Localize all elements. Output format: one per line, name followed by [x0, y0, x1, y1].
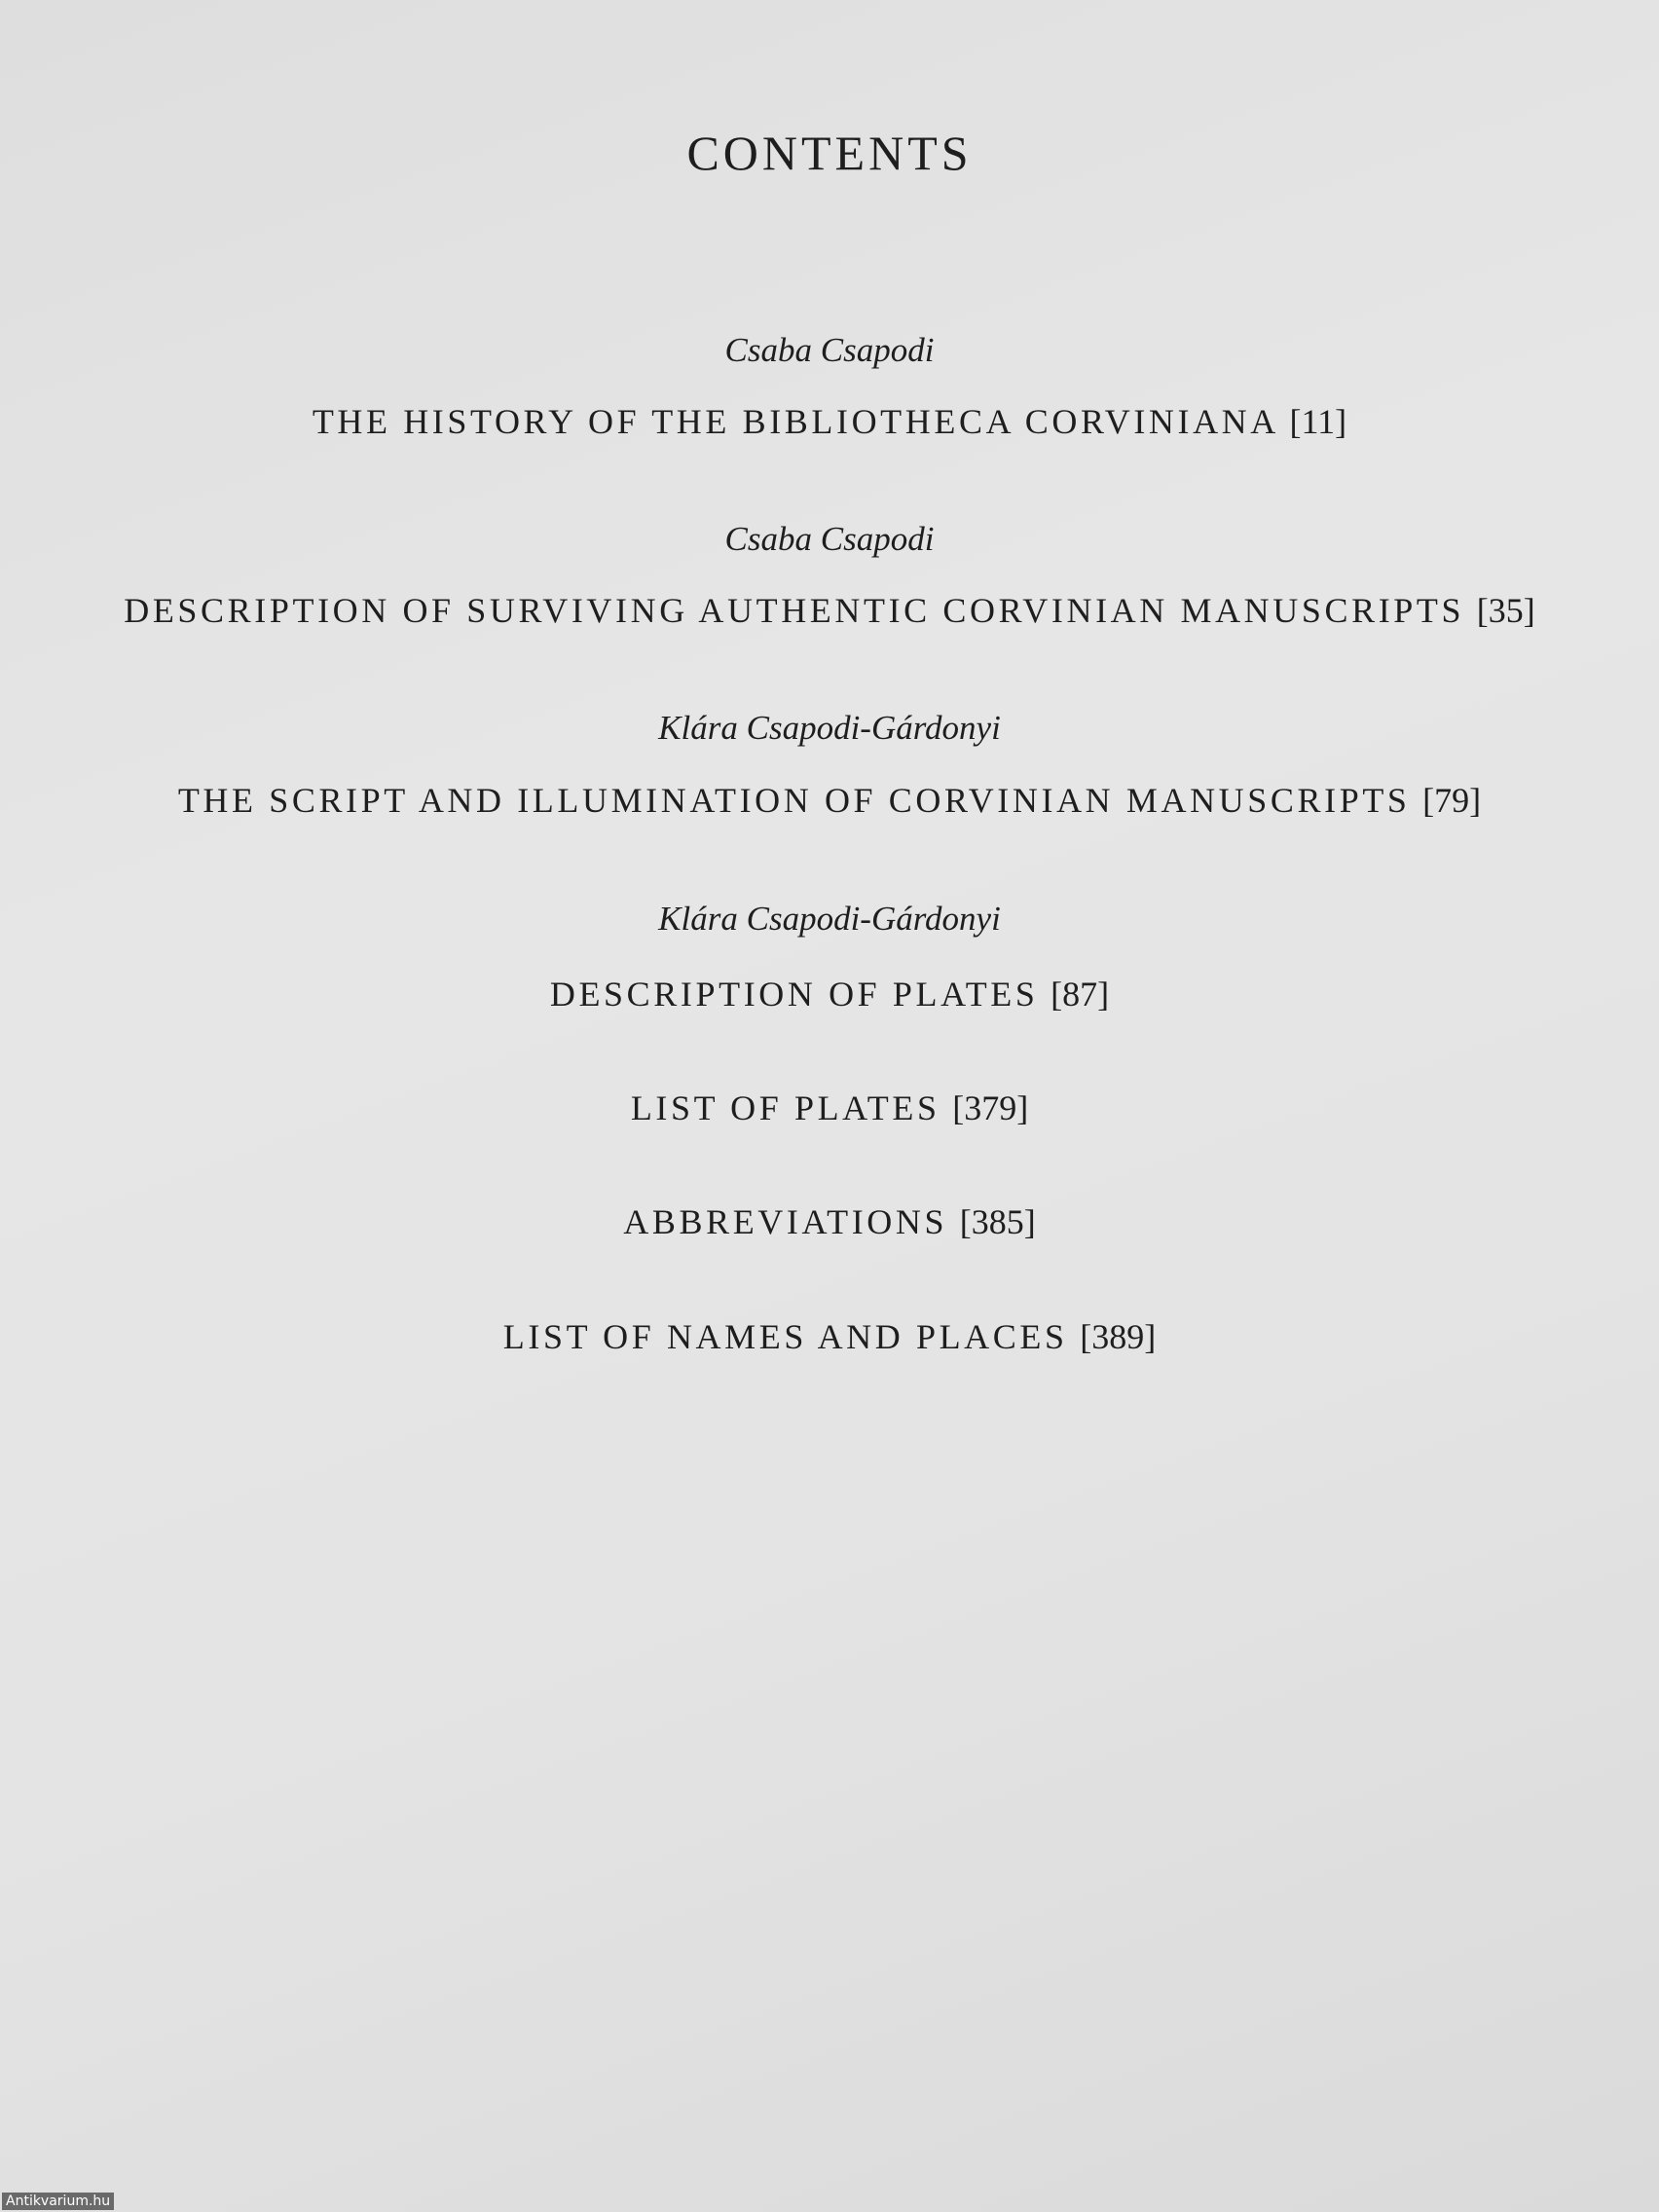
entry-author: Klára Csapodi-Gárdonyi — [658, 900, 1001, 938]
entry-author: Csaba Csapodi — [724, 520, 935, 558]
toc-entry-page: [389] — [1080, 1317, 1157, 1356]
entry-author: Csaba Csapodi — [724, 331, 935, 369]
toc-entry[interactable] — [0, 1316, 1659, 1357]
toc-entry-title: THE SCRIPT AND ILLUMINATION OF CORVINIAN MANUSCRIPTS — [177, 781, 1411, 820]
toc-entry[interactable] — [0, 1201, 1659, 1242]
toc-entry[interactable] — [0, 780, 1659, 821]
toc-entry-page: [385] — [959, 1202, 1036, 1241]
toc-entry-title: LIST OF PLATES — [630, 1088, 940, 1127]
toc-entry-title: DESCRIPTION OF PLATES — [549, 975, 1039, 1014]
watermark: Antikvarium.hu — [2, 2193, 114, 2210]
toc-entry[interactable] — [0, 401, 1659, 442]
toc-entry-page: [87] — [1051, 975, 1110, 1014]
page-title: CONTENTS — [686, 126, 973, 180]
toc-entry-title: THE HISTORY OF THE BIBLIOTHECA CORVINIANA — [312, 402, 1277, 441]
toc-entry-page: [35] — [1476, 591, 1535, 630]
toc-entry-title: ABBREVIATIONS — [623, 1202, 948, 1241]
toc-entry-page: [11] — [1289, 402, 1347, 441]
toc-entry-title: DESCRIPTION OF SURVIVING AUTHENTIC CORVINIAN MANUSCRIPTS — [124, 591, 1465, 630]
toc-entry[interactable] — [0, 974, 1659, 1014]
toc-entry[interactable] — [0, 590, 1659, 631]
toc-entry-title: LIST OF NAMES AND PLACES — [502, 1317, 1068, 1356]
toc-entry-page: [379] — [952, 1088, 1029, 1127]
toc-entry[interactable] — [0, 1088, 1659, 1128]
toc-entry-page: [79] — [1422, 781, 1482, 820]
entry-author: Klára Csapodi-Gárdonyi — [658, 709, 1001, 747]
